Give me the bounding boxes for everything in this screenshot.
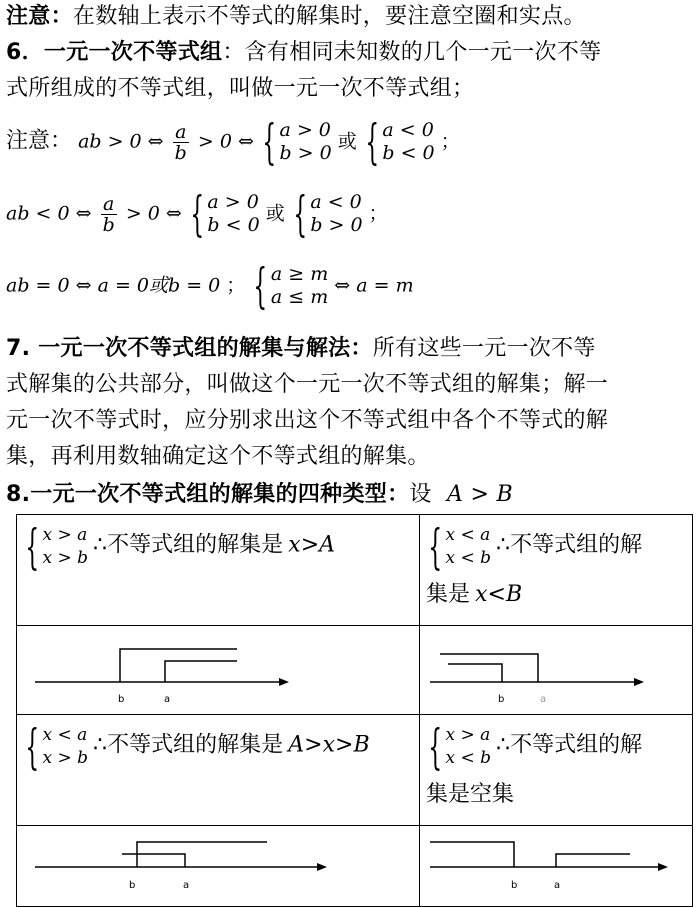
system-row: x < b	[445, 748, 492, 768]
system-row: a < 0	[382, 119, 434, 141]
range-bracket-a	[165, 661, 237, 682]
formula-2-fraction	[101, 194, 117, 235]
formula-3-sep: ；	[226, 274, 246, 297]
formula-2	[6, 186, 388, 242]
section-6-line-2	[6, 72, 696, 106]
system-row: x < a	[42, 725, 88, 745]
tick-label-a: a	[183, 880, 190, 891]
section-8-heading: 8.一元一次不等式组的解集的四种类型：	[6, 482, 410, 507]
cell-text: 不等式组的解集是	[107, 532, 284, 558]
table-cell-type-1	[17, 515, 420, 626]
formula-note-label: 注意：	[6, 128, 73, 154]
formula-2-left: ab < 0 ⇔	[6, 202, 92, 225]
formula-3-left: ab = 0 ⇔ a = 0或b = 0	[6, 274, 221, 297]
number-line-cell-2	[420, 626, 693, 715]
cell-text-line-2: 集是空集	[426, 782, 515, 807]
formula-2-system-2: { a < 0 b > 0	[293, 186, 363, 242]
section-8-tail: 设	[409, 482, 432, 507]
tick-label-b: b	[511, 880, 518, 891]
table-cell-type-2	[420, 515, 693, 626]
fraction-numerator: a	[173, 122, 189, 143]
system-row: x > b	[42, 748, 89, 768]
cell-system: { x > a x > b	[25, 519, 89, 575]
system-row: b < 0	[382, 142, 435, 164]
cell-system: { x < a x < b	[428, 519, 492, 575]
range-bracket-b	[430, 842, 514, 867]
section-7-line-3	[6, 404, 696, 438]
range-bracket-a	[440, 654, 538, 682]
arrow-head	[317, 863, 327, 871]
arrow-head	[279, 678, 289, 686]
note-text: 在数轴上表示不等式的解集时，要注意空圈和实点。	[72, 4, 586, 29]
note-heading: 注意：	[6, 4, 73, 29]
table-cell-type-3	[17, 715, 420, 826]
number-line-cell-1	[17, 626, 420, 715]
cell-result: x>A	[288, 532, 336, 558]
section-7-heading: 7. 一元一次不等式组的解集与解法：	[6, 336, 373, 361]
formula-1-or: 或	[337, 130, 357, 153]
system-row: a > 0	[279, 119, 331, 141]
therefore-symbol: ∴	[496, 532, 511, 558]
section-7-line-2	[6, 368, 696, 402]
range-bracket-b	[120, 649, 237, 682]
system-row: x < b	[445, 548, 492, 568]
formula-1-system-1: { a > 0 b > 0	[262, 114, 332, 170]
note-line-1	[6, 0, 696, 34]
solution-types-table	[16, 514, 693, 907]
system-row: b < 0	[207, 214, 260, 236]
cell-text-line-2: 集是	[426, 582, 471, 607]
system-row: x > b	[42, 548, 89, 568]
range-bracket-b	[448, 664, 502, 682]
tick-label-b: b	[118, 694, 125, 705]
formula-1	[6, 114, 460, 170]
number-line-cell-3	[17, 826, 420, 907]
section-6-text-2: 式所组成的不等式组，叫做一元一次不等式组；	[6, 76, 475, 101]
formula-1-middle: > 0 ⇔	[197, 130, 254, 153]
system-row: a ≤ m	[270, 286, 329, 308]
range-bracket-a	[122, 854, 185, 867]
section-8-condition: A > B	[446, 482, 513, 507]
tick-label-b: b	[498, 694, 505, 705]
system-row: x < a	[445, 525, 491, 545]
cell-result: A>x>B	[288, 732, 370, 758]
tick-label-a: a	[554, 880, 561, 891]
therefore-symbol: ∴	[496, 732, 511, 758]
number-line-cell-4	[420, 826, 693, 907]
fraction-denominator: b	[102, 213, 115, 236]
section-7-line-1	[6, 332, 696, 366]
cell-text: 不等式组的解	[510, 532, 643, 558]
section-6-line-1	[6, 36, 696, 70]
system-row: a ≥ m	[270, 263, 329, 285]
tick-label-a: a	[540, 694, 547, 705]
formula-1-end: ；	[440, 130, 460, 153]
formula-3-system: { a ≥ m a ≤ m	[253, 258, 329, 314]
formula-1-fraction	[173, 122, 189, 163]
cell-text: 不等式组的解集是	[107, 732, 284, 758]
formula-3	[6, 258, 414, 314]
therefore-symbol: ∴	[93, 532, 108, 558]
section-7-line-4	[6, 440, 696, 474]
cell-result: x<B	[475, 582, 523, 607]
number-line-1	[17, 626, 419, 710]
formula-1-left: ab > 0 ⇔	[78, 130, 164, 153]
formula-2-middle: > 0 ⇔	[125, 202, 182, 225]
cell-system: { x < a x > b	[25, 719, 89, 775]
arrow-head	[658, 863, 668, 871]
formula-2-end: ；	[368, 202, 388, 225]
system-row: b > 0	[310, 214, 363, 236]
section-7-text-3: 元一次不等式时，应分别求出这个不等式组中各个不等式的解	[6, 408, 609, 433]
system-row: b > 0	[279, 142, 332, 164]
system-row: a < 0	[310, 191, 362, 213]
range-bracket-a	[556, 854, 630, 867]
arrow-head	[634, 678, 644, 686]
table-cell-type-4	[420, 715, 693, 826]
therefore-symbol: ∴	[93, 732, 108, 758]
section-7-text-1: 所有这些一元一次不等	[372, 336, 596, 361]
cell-text: 不等式组的解	[510, 732, 643, 758]
system-row: a > 0	[207, 191, 259, 213]
system-row: x > a	[42, 525, 88, 545]
tick-label-b: b	[129, 880, 136, 891]
number-line-2	[420, 626, 692, 710]
section-7-text-4: 集，再利用数轴确定这个不等式组的解集。	[6, 444, 430, 469]
tick-label-a: a	[164, 694, 171, 705]
fraction-numerator: a	[101, 194, 117, 215]
system-row: x > a	[445, 725, 491, 745]
formula-3-right: ⇔ a = m	[334, 274, 414, 297]
formula-1-system-2: { a < 0 b < 0	[365, 114, 435, 170]
section-7-text-2: 式解集的公共部分，叫做这个一元一次不等式组的解集；解一	[6, 372, 609, 397]
section-6-heading: 6．一元一次不等式组	[6, 40, 223, 65]
formula-2-system-1: { a > 0 b < 0	[190, 186, 260, 242]
cell-system: { x > a x < b	[428, 719, 492, 775]
number-line-4	[420, 826, 692, 902]
section-8-heading-line	[6, 478, 696, 512]
formula-2-or: 或	[265, 202, 285, 225]
section-6-text: ：含有相同未知数的几个一元一次不等	[222, 40, 602, 65]
fraction-denominator: b	[174, 141, 187, 164]
number-line-3	[17, 826, 419, 902]
